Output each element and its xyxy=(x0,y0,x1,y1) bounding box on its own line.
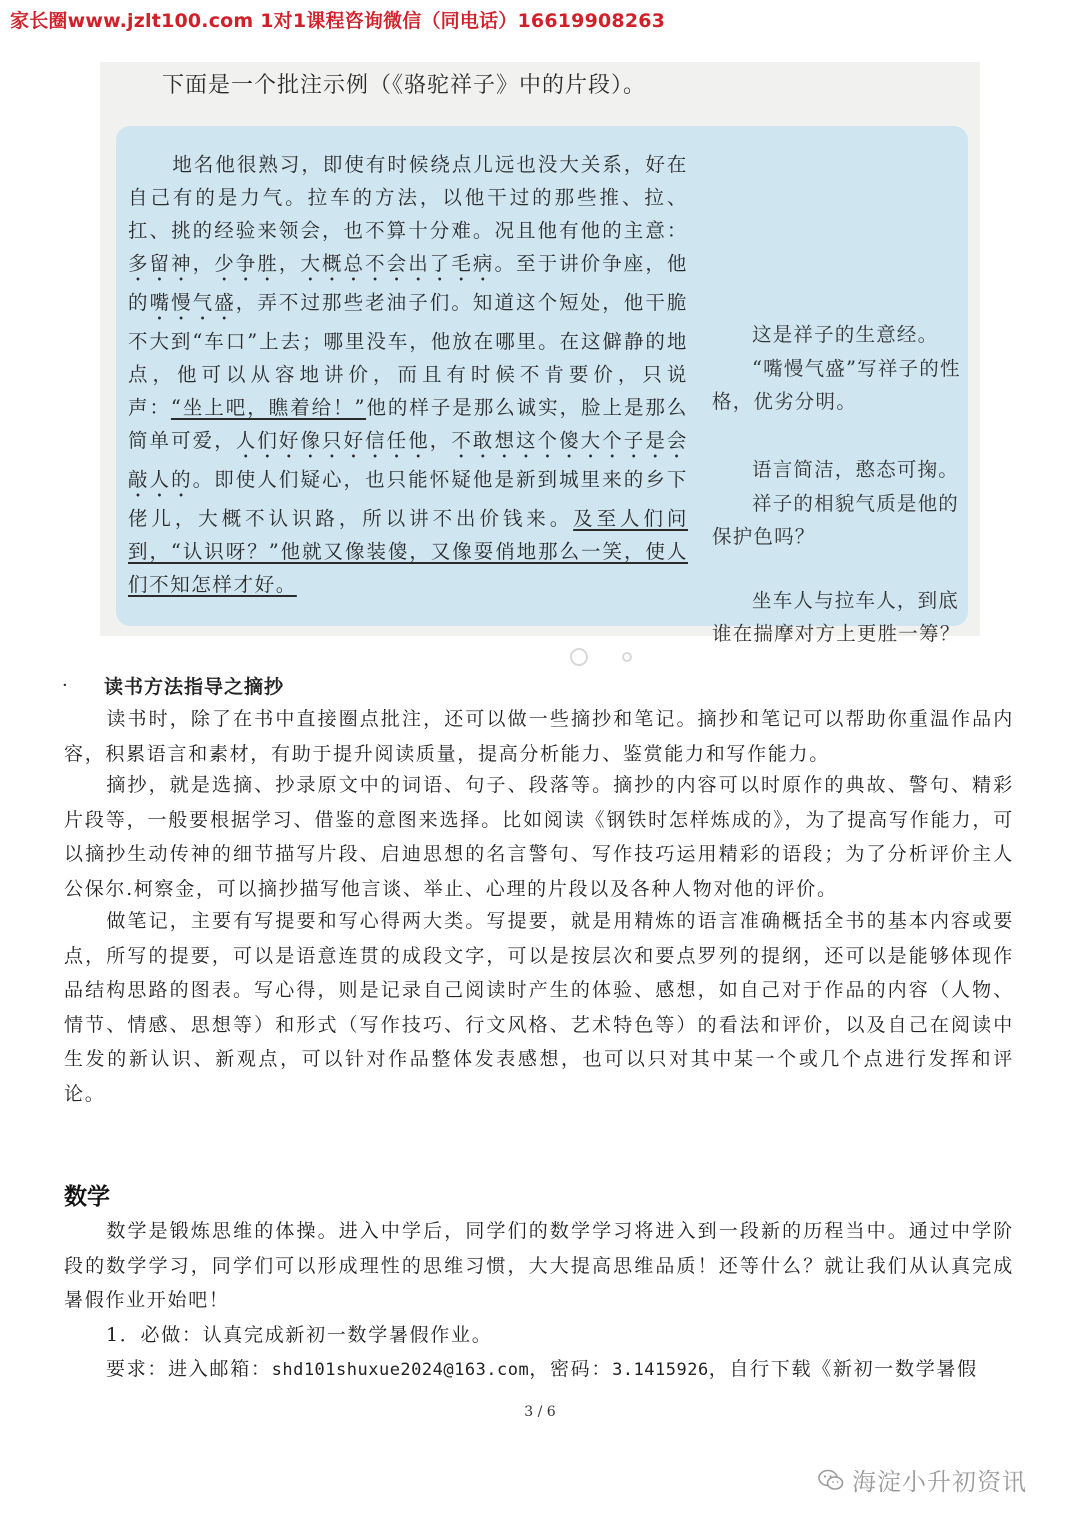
bullet: · xyxy=(62,675,68,696)
dot-indicator xyxy=(622,652,632,662)
dot-indicator xyxy=(570,648,588,666)
emphasis-dotted: 多留神，少争胜，大概总不会出了毛病 xyxy=(128,252,495,275)
email-address: shd101shuxue2024@163.com xyxy=(271,1360,530,1380)
margin-note: 语言简洁，憨态可掬。 xyxy=(752,458,960,481)
example-title: 下面是一个批注示例（《骆驼祥子》中的片段）。 xyxy=(162,73,647,98)
margin-note: 祥子的相貌气质是他的保护色吗？ xyxy=(712,492,960,548)
emphasis-underlined: 及至人们问到，“认识呀？”他就又像装傻，又像耍俏地那么一笑，使人们不知怎样才好。 xyxy=(128,507,688,596)
requirement-line: 要求：进入邮箱：shd101shuxue2024@163.com，密码：3.1415926，自行下载《新初一数学暑假 xyxy=(106,1358,978,1380)
emphasis-dotted: 人们好像只好信任他，不敢想这个傻大个子是会敲人的 xyxy=(128,429,688,491)
margin-note: “嘴慢气盛”写祥子的性格，优劣分明。 xyxy=(712,357,961,413)
paragraph: 读书时，除了在书中直接圈点批注，还可以做一些摘抄和笔记。摘抄和笔记可以帮助你重温作品内容，积累语言和素材，有助于提升阅读质量，提高分析能力、鉴赏能力和写作能力。 xyxy=(64,708,1014,765)
header-watermark: 家长圈www.jzlt100.com 1对1课程咨询微信（同电话）16619908263 xyxy=(10,10,666,32)
paragraph: 数学是锻炼思维的体操。进入中学后，同学们的数学学习将进入到一段新的历程当中。通过中学阶段的数学学习，同学们可以形成理性的思维习惯，大大提高思维品质！还等什么？就让我们从认真完成暑假作业开始吧！ xyxy=(64,1220,1014,1312)
margin-note: 这是祥子的生意经。 xyxy=(752,323,939,346)
emphasis-underlined: “坐上吧，瞧着给！” xyxy=(170,396,367,419)
page-number: 3 / 6 xyxy=(524,1404,556,1420)
password-text: 3.1415926 xyxy=(612,1360,709,1380)
example-box xyxy=(116,126,968,645)
list-item: 1．必做：认真完成新初一数学暑假作业。 xyxy=(106,1324,493,1346)
novel-passage: 地名他很熟习，即使有时候绕点儿远也没大关系，好在自己有的是力气。拉车的方法，以他干过的那些推、拉、扛、挑的经验来领会，也不算十分难。况且他有他的主意：多留神，少争胜，大概总不会出了毛病。至于讲价争座，他的嘴慢气盛，弄不过那些老油子们。知道这个短处，他干脆不大到“车口”上去；哪里没车，他放在哪里。在这僻静的地点，他可以从容地讲价，而且有时候不肯要价，只说声：“坐上吧，瞧着给！”他的样子是那么诚实，脸上是那么简单可爱，人们好像只好信任他，不敢想这个傻大个子是会敲人的。即使人们疑心，也只能怀疑他是新到城里来的乡下佬儿，大概不认识路，所以讲不出价钱来。及至人们问到，“认识呀？”他就又像装傻，又像耍俏地那么一笑，使人们不知怎样才好。 xyxy=(128,153,688,596)
emphasis-dotted: 嘴慢气盛 xyxy=(149,291,236,314)
paragraph: 摘抄，就是选摘、抄录原文中的词语、句子、段落等。摘抄的内容可以时原作的典故、警句、精彩片段等，一般要根据学习、借鉴的意图来选择。比如阅读《钢铁时怎样炼成的》，为了提高写作能力，可以摘抄生动传神的细节描写片段、启迪思想的名言警句、写作技巧运用精彩的语段；为了分析评价主人公保尔.柯察金，可以摘抄描写他言谈、举止、心理的片段以及各种人物对他的评价。 xyxy=(64,774,1014,900)
math-section-title: 数学 xyxy=(64,1184,110,1210)
account-logo xyxy=(818,1462,1027,1497)
paragraph: 做笔记，主要有写提要和写心得两大类。写提要，就是用精炼的语言准确概括全书的基本内容或要点，所写的提要，可以是语意连贯的成段文字，可以是按层次和要点罗列的提纲，还可以是能够体现作品结构思路的图表。写心得，则是记录自己阅读时产生的体验、感想，如自己对于作品的内容（人物、情节、情感、思想等）和形式（写作技巧、行文风格、艺术特色等）的看法和评价，以及自己在阅读中生发的新认识、新观点，可以针对作品整体发表感想，也可以只对其中某一个或几个点进行发挥和评论。 xyxy=(64,910,1014,1105)
margin-note: 坐车人与拉车人，到底谁在揣摩对方上更胜一筹？ xyxy=(712,589,961,645)
wechat-icon xyxy=(818,1469,844,1491)
section-subheading: 读书方法指导之摘抄 xyxy=(104,676,285,698)
account-name: 海淀小升初资讯 xyxy=(852,1468,1027,1496)
annotation-example-image xyxy=(100,62,980,645)
